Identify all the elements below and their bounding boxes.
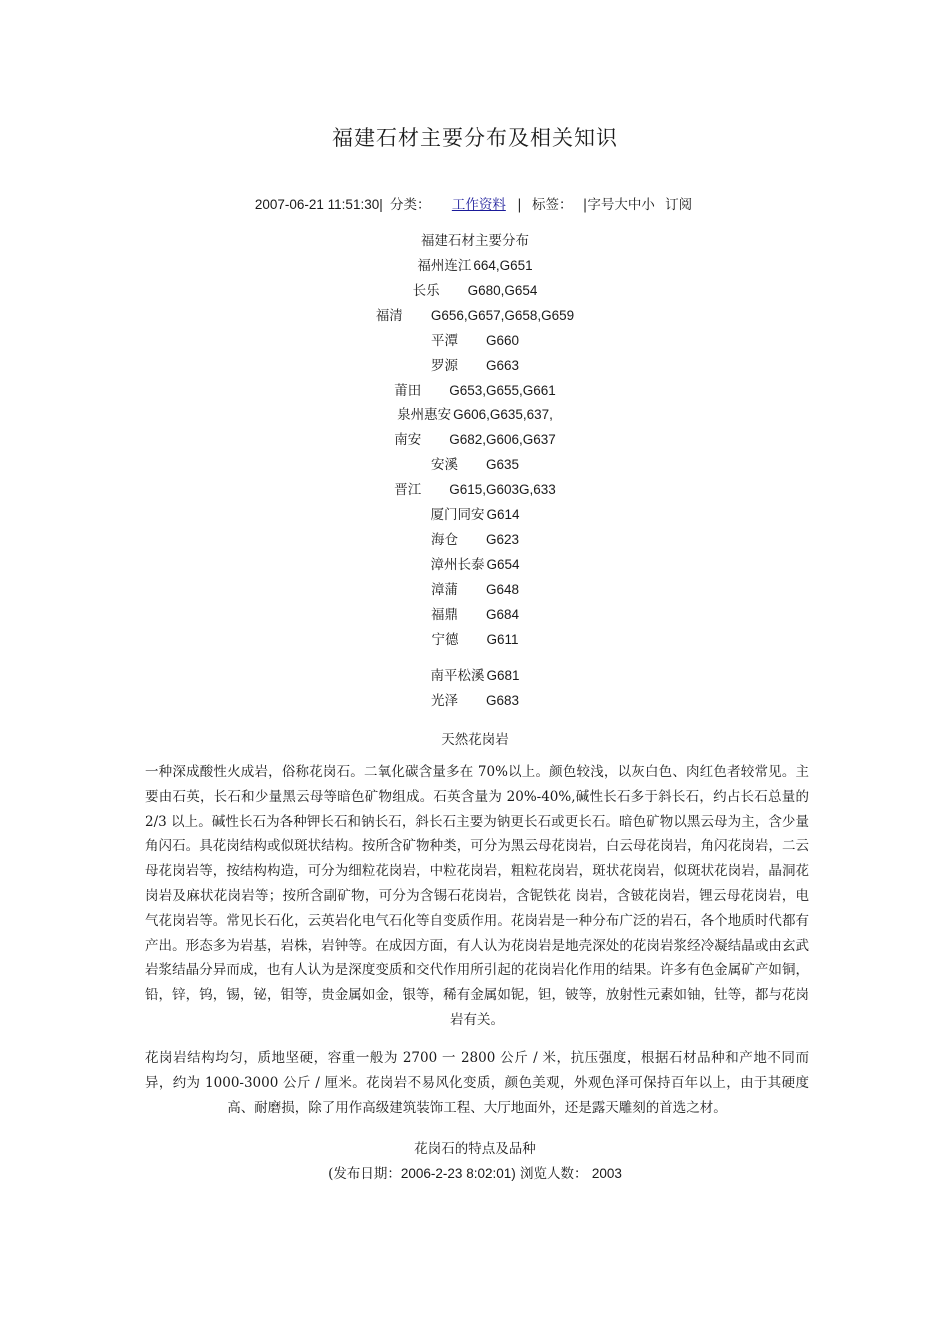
distribution-row [0, 689, 950, 709]
publish-date: 2006-2-23 8:02:01) [400, 1166, 516, 1181]
granite-properties [145, 1046, 809, 1120]
distribution-row [0, 603, 950, 623]
distribution-codes: G680,G654 [467, 282, 538, 298]
distribution-row [0, 478, 950, 498]
distribution-codes: G614 [486, 507, 520, 522]
font-size-switch[interactable]: |字号大中小 [582, 197, 655, 213]
granite-paragraph: 一种深成酸性火成岩，俗称花岗石。二氧化碳含量多在 70%以上。颜色较浅，以灰白色、肉红色者较常见。主要由石英，长石和少量黑云母等暗色矿物组成。石英含量为 20%-40%,碱性长石多于斜长石，约占长石总量的 2/3 以上。碱性长石为各种钾长石和钠长石，斜长石主要为钠更长石或更长石。暗色矿物以黑云母为主，含少量角闪石。具花岗结构或似斑状结构。按所含矿物种类，可分为黑云母花岗岩，白云母花岗岩，角闪花岗岩，二云母花岗岩等，按结构构造，可分为细粒花岗岩，中粒花岗岩，粗粒花岗岩，斑状花岗岩，似斑状花岗岩，晶洞花岗岩及麻状花岗岩等；按所含副矿物，可分为含锡石花岗岩，含铌铁花 岗岩，含铍花岗岩，锂云母花岗岩，电气花岗岩等。常见长石化，云英岩化电气石化等自变质作用。花岗岩是一种分布广泛的岩石，各个地质时代都有产出。形态多为岩基，岩株，岩钟等。在成因方面，有人认为花岗岩是地壳深处的花岗岩浆经冷凝结晶或由玄武岩浆结晶分异而成，也有人认为是深度变质和交代作用所引起的花岗岩化作用的结果。许多有色金属矿产如铜，铅，锌，钨，锡，铋，钼等，贵金属如金，银等，稀有金属如铌，钽，铍等，放射性元素如铀，钍等，都与花岗岩有关。 [145, 764, 809, 1028]
distribution-codes: G635 [485, 457, 520, 473]
views-count: 2003 [591, 1166, 622, 1181]
category-label: 分类： [390, 197, 431, 213]
distribution-place: 福州连江 [417, 258, 472, 274]
distribution-codes: G683 [485, 693, 520, 709]
distribution-codes: G648 [485, 581, 520, 597]
distribution-codes: G611 [486, 631, 519, 647]
distribution-codes: G653,G655,G661 [449, 382, 556, 398]
distribution-row [0, 354, 950, 374]
distribution-row [0, 628, 950, 648]
distribution-codes: G606,G635,637, [453, 407, 553, 423]
distribution-codes: G682,G606,G637 [449, 432, 556, 448]
granite-properties-paragraph: 花岗岩结构均匀，质地坚硬，容重一般为 2700 一 2800 公斤 / 米，抗压强度，根据石材品种和产地不同而异，约为 1000-3000 公斤 / 厘米。花岗岩不易风化变质，颜色美观，外观色泽可保持百年以上，由于其硬度高、耐磨损，除了用作高级建筑装饰工程、大厅地面外，还是露天雕刻的首选之材。 [145, 1050, 809, 1116]
distribution-codes: 664,G651 [473, 258, 533, 273]
publish-date-label: (发布日期： [328, 1166, 401, 1182]
distribution-place: 福鼎 [430, 606, 458, 623]
distribution-heading: 福建石材主要分布 [421, 233, 529, 249]
section-title-granite: 天然花岗岩 [441, 732, 509, 748]
distribution-place: 光泽 [430, 693, 458, 710]
page-title: 福建石材主要分布及相关知识 [332, 126, 618, 150]
distribution-place: 福清 [375, 307, 403, 324]
distribution-row [0, 528, 950, 548]
distribution-codes: G623 [485, 531, 520, 547]
distribution-row [0, 304, 950, 324]
section-title-features: 花岗石的特点及品种 [414, 1141, 536, 1157]
distribution-row [0, 379, 950, 399]
distribution-codes: G663 [485, 357, 520, 373]
distribution-row [0, 578, 950, 598]
distribution-codes: G615,G603G,633 [449, 482, 556, 498]
distribution-codes: G660 [485, 332, 520, 348]
distribution-codes: G684 [485, 606, 520, 622]
granite-description [145, 760, 809, 1033]
distribution-row [0, 664, 950, 684]
views-label: 浏览人数： [520, 1166, 588, 1182]
distribution-row [0, 403, 950, 423]
post-datetime: 2007-06-21 11:51:30| [254, 197, 383, 212]
publish-info [0, 1162, 950, 1182]
distribution-place: 漳蒲 [430, 581, 458, 598]
distribution-codes: G681 [486, 668, 520, 684]
distribution-place: 泉州惠安 [397, 407, 452, 424]
category-link[interactable]: 工作资料 [451, 197, 506, 213]
distribution-row [0, 553, 950, 573]
meta-separator: | [517, 197, 522, 213]
subscribe-link[interactable]: 订阅 [665, 197, 693, 213]
distribution-place: 宁德 [431, 631, 459, 648]
distribution-place: 莆田 [394, 382, 422, 399]
tags-label: 标签： [531, 197, 573, 213]
distribution-row [0, 279, 950, 299]
distribution-place: 海仓 [430, 531, 458, 548]
distribution-place: 平潭 [430, 332, 458, 349]
distribution-place: 漳州长泰 [430, 556, 485, 573]
distribution-row [0, 254, 950, 274]
distribution-row [0, 503, 950, 523]
distribution-row [0, 329, 950, 349]
distribution-row [0, 453, 950, 473]
distribution-codes: G654 [486, 556, 520, 572]
distribution-place: 长乐 [412, 282, 440, 299]
distribution-place: 罗源 [430, 357, 458, 374]
post-meta [0, 193, 950, 213]
distribution-row [0, 428, 950, 448]
distribution-place: 厦门同安 [430, 507, 485, 523]
distribution-codes: G656,G657,G658,G659 [430, 307, 575, 323]
distribution-place: 晋江 [394, 482, 422, 499]
distribution-place: 安溪 [430, 457, 458, 474]
distribution-place: 南安 [394, 432, 422, 449]
distribution-place: 南平松溪 [430, 668, 485, 685]
